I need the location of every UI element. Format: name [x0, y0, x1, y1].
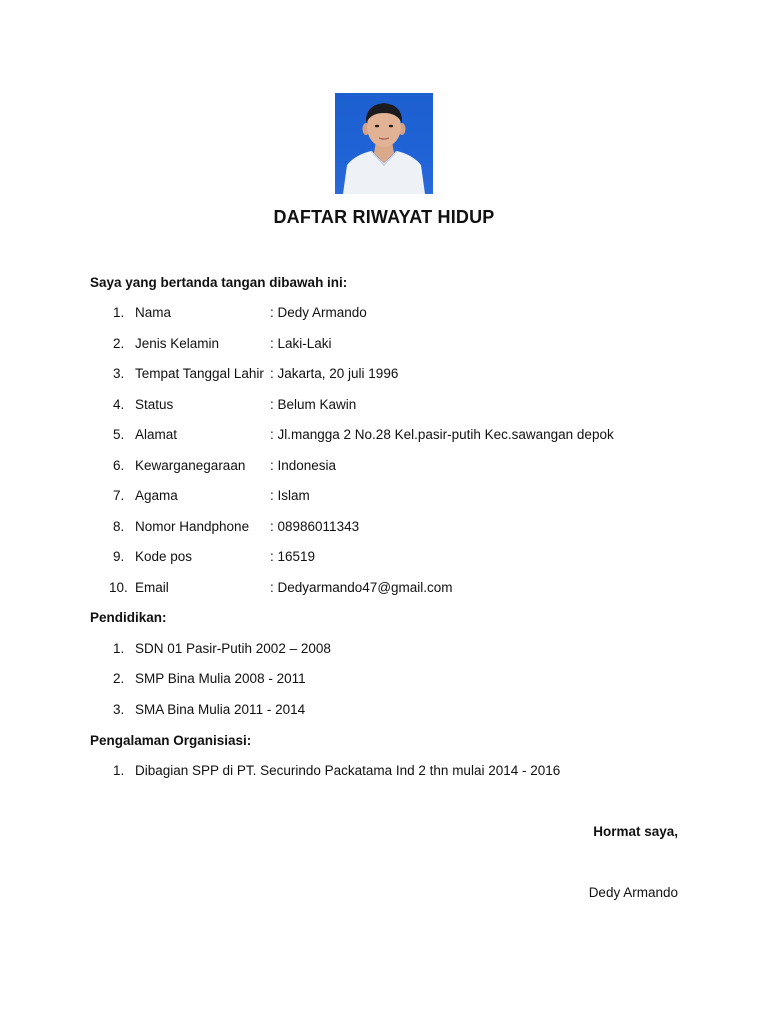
field-value: : Dedyarmando47@gmail.com — [270, 580, 453, 595]
row-number: 4. — [113, 397, 125, 412]
field-value: : Dedy Armando — [270, 305, 367, 320]
intro-heading: Saya yang bertanda tangan dibawah ini: — [90, 275, 348, 290]
field-value: : 16519 — [270, 549, 316, 564]
person-portrait-icon — [335, 93, 433, 194]
item-number: 3. — [113, 702, 125, 717]
row-number: 5. — [113, 427, 125, 442]
row-number: 1. — [113, 305, 125, 320]
row-number: 2. — [113, 336, 125, 351]
item-text: SDN 01 Pasir-Putih 2002 – 2008 — [135, 641, 331, 656]
field-value: : Jl.mangga 2 No.28 Kel.pasir-putih Kec.sawangan depok — [270, 427, 614, 442]
field-label: Email — [135, 580, 169, 595]
row-number: 8. — [113, 519, 125, 534]
organization-heading: Pengalaman Organisiasi: — [90, 733, 252, 748]
profile-photo — [335, 93, 433, 194]
item-number: 1. — [113, 641, 125, 656]
item-text: Dibagian SPP di PT. Securindo Packatama Ind 2 thn mulai 2014 - 2016 — [135, 763, 561, 778]
field-value: : Laki-Laki — [270, 336, 332, 351]
row-number: 7. — [113, 488, 125, 503]
field-value: : Belum Kawin — [270, 397, 357, 412]
field-label: Status — [135, 397, 174, 412]
education-heading: Pendidikan: — [90, 610, 167, 625]
item-text: SMA Bina Mulia 2011 - 2014 — [135, 702, 306, 717]
field-value: : 08986011343 — [270, 519, 360, 534]
item-number: 2. — [113, 671, 125, 686]
row-number: 10. — [109, 580, 128, 595]
row-number: 6. — [113, 458, 125, 473]
field-value: : Jakarta, 20 juli 1996 — [270, 366, 399, 381]
row-number: 9. — [113, 549, 125, 564]
item-number: 1. — [113, 763, 125, 778]
field-label: Tempat Tanggal Lahir — [135, 366, 264, 381]
field-label: Agama — [135, 488, 178, 503]
field-label: Nomor Handphone — [135, 519, 250, 534]
closing-salutation: Hormat saya, — [593, 824, 678, 839]
row-number: 3. — [113, 366, 125, 381]
signature-name: Dedy Armando — [588, 885, 678, 900]
field-label: Kode pos — [135, 549, 193, 564]
field-label: Alamat — [135, 427, 178, 442]
field-label: Nama — [135, 305, 172, 320]
item-text: SMP Bina Mulia 2008 - 2011 — [135, 671, 306, 686]
field-value: : Islam — [270, 488, 310, 503]
field-label: Kewarganegaraan — [135, 458, 246, 473]
field-value: : Indonesia — [270, 458, 337, 473]
document-title: DAFTAR RIWAYAT HIDUP — [273, 207, 495, 227]
field-label: Jenis Kelamin — [135, 336, 220, 351]
